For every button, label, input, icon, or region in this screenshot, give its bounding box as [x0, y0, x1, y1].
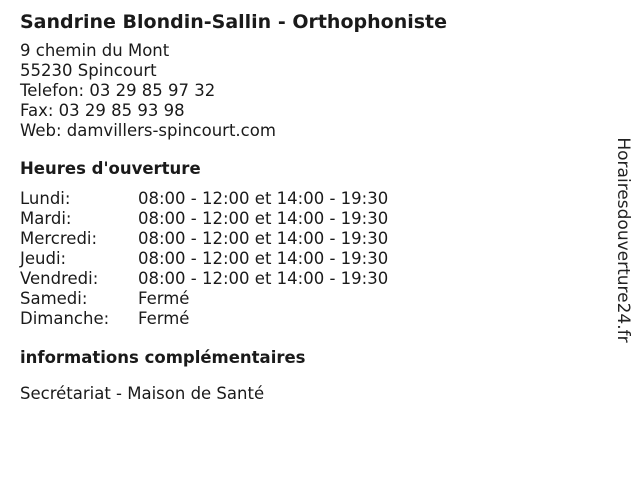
hours-row-sunday	[20, 309, 388, 329]
opening-hours-title: Heures d'ouverture	[20, 159, 201, 178]
hours-row-friday	[20, 269, 388, 289]
day-label: Samedi:	[20, 289, 88, 308]
additional-info-text: Secrétariat - Maison de Santé	[20, 384, 265, 403]
opening-hours-table	[20, 189, 388, 329]
address-city: 55230 Spincourt	[20, 61, 157, 80]
day-label: Mercredi:	[20, 229, 98, 248]
day-hours: 08:00 - 12:00 et 14:00 - 19:30	[138, 269, 389, 288]
day-label: Jeudi:	[20, 249, 67, 268]
hours-row-wednesday	[20, 229, 388, 249]
contact-block	[20, 41, 600, 141]
day-label: Vendredi:	[20, 269, 99, 288]
business-card	[20, 8, 600, 404]
site-watermark: Horairesdouverture24.fr	[613, 137, 633, 343]
day-hours: 08:00 - 12:00 et 14:00 - 19:30	[138, 249, 389, 268]
additional-info-title: informations complémentaires	[20, 348, 306, 367]
fax-number: Fax: 03 29 85 93 98	[20, 101, 185, 120]
business-name: Sandrine Blondin-Sallin - Orthophoniste	[20, 11, 448, 33]
hours-row-tuesday	[20, 209, 388, 229]
day-label: Dimanche:	[20, 309, 110, 328]
day-hours: 08:00 - 12:00 et 14:00 - 19:30	[138, 189, 389, 208]
day-hours: Fermé	[138, 309, 190, 328]
day-label: Lundi:	[20, 189, 71, 208]
phone-number: Telefon: 03 29 85 97 32	[20, 81, 216, 100]
hours-row-thursday	[20, 249, 388, 269]
hours-row-monday	[20, 189, 388, 209]
day-hours: 08:00 - 12:00 et 14:00 - 19:30	[138, 209, 389, 228]
day-label: Mardi:	[20, 209, 72, 228]
day-hours: 08:00 - 12:00 et 14:00 - 19:30	[138, 229, 389, 248]
hours-row-saturday	[20, 289, 388, 309]
address-street: 9 chemin du Mont	[20, 41, 170, 60]
website: Web: damvillers-spincourt.com	[20, 121, 276, 140]
day-hours: Fermé	[138, 289, 190, 308]
